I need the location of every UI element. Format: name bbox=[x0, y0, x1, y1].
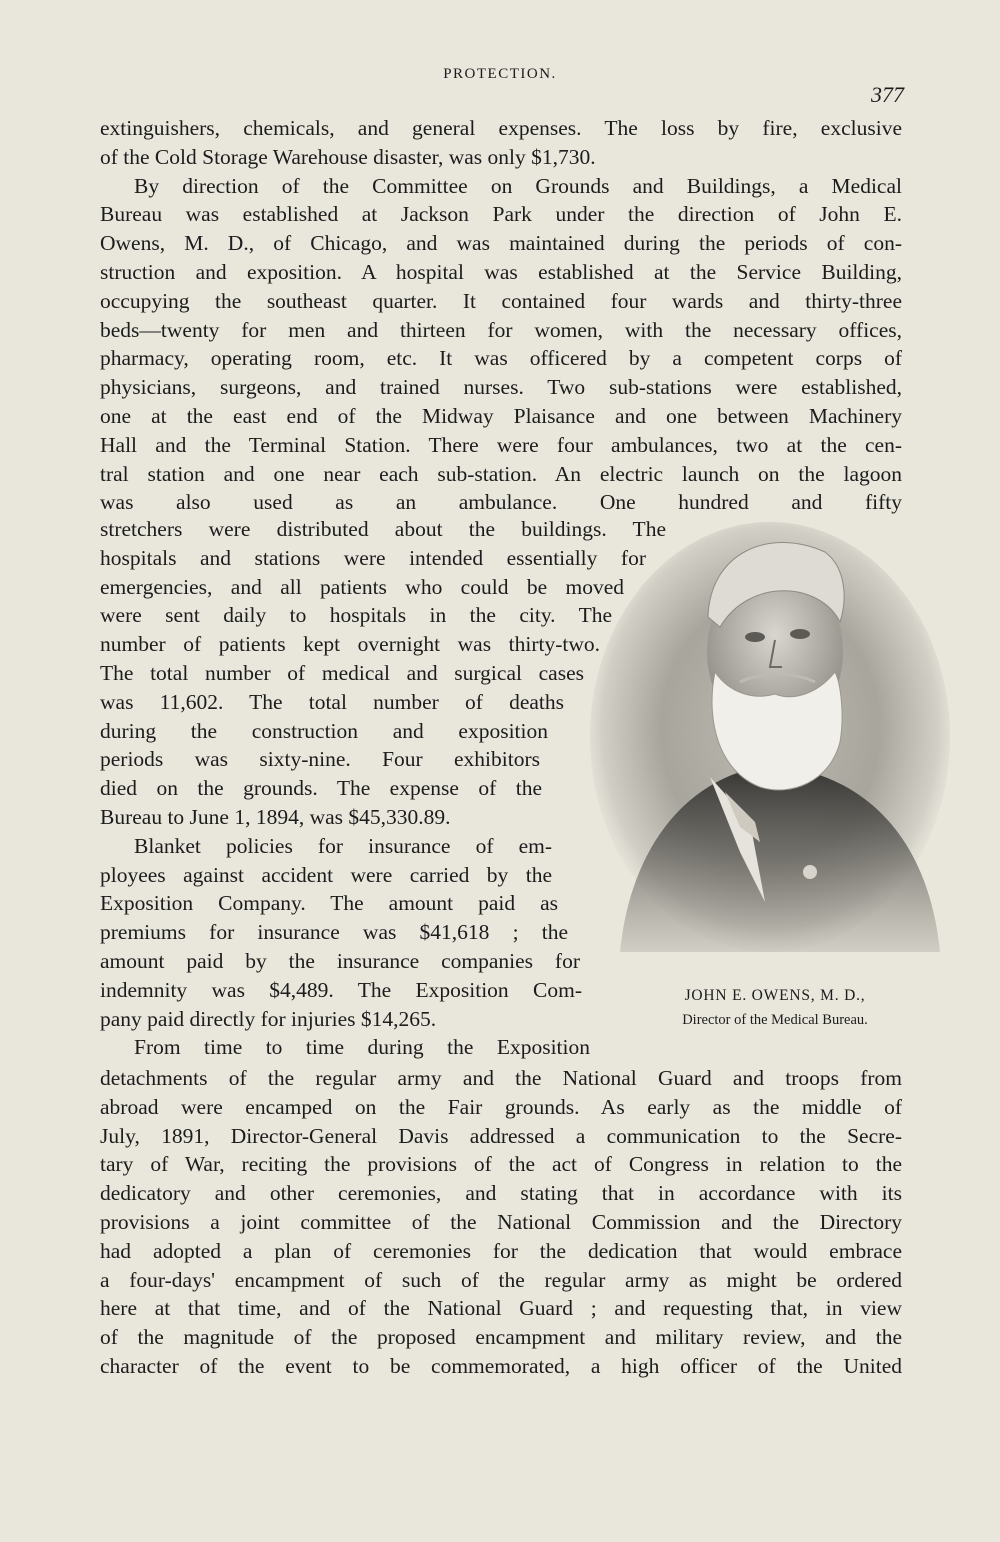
text-line: one at the east end of the Midway Plaisance and one between Machinery bbox=[100, 403, 902, 428]
text-line: From time to time during the Exposition bbox=[134, 1035, 590, 1060]
text-line: occupying the southeast quarter. It contained four wards and thirty-three bbox=[100, 288, 902, 313]
text-line: Exposition Company. The amount paid as bbox=[100, 891, 558, 916]
text-line: Blanket policies for insurance of em- bbox=[134, 833, 552, 858]
text-line: Hall and the Terminal Station. There were four ambulances, two at the cen- bbox=[100, 432, 902, 457]
text-line: stretchers were distributed about the buildings. The bbox=[100, 517, 666, 541]
page-number: 377 bbox=[871, 82, 904, 107]
text-line: Bureau was established at Jackson Park under the direction of John E. bbox=[100, 202, 902, 227]
text-line: was 11,602. The total number of deaths bbox=[100, 689, 564, 714]
text-line: physicians, surgeons, and trained nurses. Two sub-stations were established, bbox=[100, 375, 902, 400]
text-line: The total number of medical and surgical cases bbox=[100, 660, 584, 685]
text-line: had adopted a plan of ceremonies for the dedication that would embrace bbox=[100, 1238, 902, 1263]
text-line: a four-days' encampment of such of the regular army as might be ordered bbox=[100, 1267, 902, 1292]
text-line: extinguishers, chemicals, and general expenses. The loss by fire, exclusive bbox=[100, 116, 902, 140]
text-line: number of patients kept overnight was thirty-two. bbox=[100, 632, 600, 657]
text-line: Owens, M. D., of Chicago, and was maintained during the periods of con- bbox=[100, 231, 902, 256]
text-line: ployees against accident were carried by the bbox=[100, 862, 552, 887]
text-line: hospitals and stations were intended essentially for bbox=[100, 545, 646, 570]
text-line: amount paid by the insurance companies for bbox=[100, 948, 580, 973]
text-line: periods was sixty-nine. Four exhibitors bbox=[100, 747, 540, 772]
body-text-top bbox=[100, 114, 902, 517]
text-line: detachments of the regular army and the National Guard and troops from bbox=[100, 1066, 902, 1090]
text-line: Bureau to June 1, 1894, was $45,330.89. bbox=[100, 804, 451, 829]
text-line: dedicatory and other ceremonies, and stating that in accordance with its bbox=[100, 1181, 902, 1206]
text-line: was also used as an ambulance. One hundred and fifty bbox=[100, 490, 902, 515]
text-line: were sent daily to hospitals in the city. The bbox=[100, 603, 612, 628]
caption-title: Director of the Medical Bureau. bbox=[682, 1012, 868, 1028]
portrait-caption bbox=[620, 984, 930, 1032]
text-line: during the construction and exposition bbox=[100, 718, 548, 743]
text-line: tral station and one near each sub-station. An electric launch on the lagoon bbox=[100, 461, 902, 486]
text-line: died on the grounds. The expense of the bbox=[100, 776, 542, 801]
body-text-bottom bbox=[100, 1064, 902, 1381]
text-line: character of the event to be commemorated, a high officer of the United bbox=[100, 1353, 902, 1378]
text-line: emergencies, and all patients who could be moved bbox=[100, 574, 624, 599]
text-line: premiums for insurance was $41,618 ; the bbox=[100, 920, 568, 945]
text-line: provisions a joint committee of the National Commission and the Directory bbox=[100, 1209, 902, 1234]
text-line: tary of War, reciting the provisions of the act of Congress in relation to the bbox=[100, 1152, 902, 1177]
text-line: indemnity was $4,489. The Exposition Com- bbox=[100, 977, 582, 1002]
running-head: PROTECTION. bbox=[443, 66, 557, 82]
text-line: of the magnitude of the proposed encampment and military review, and the bbox=[100, 1325, 902, 1350]
caption-name: JOHN E. OWENS, M. D., bbox=[684, 987, 866, 1004]
text-line: beds—twenty for men and thirteen for women, with the necessary offices, bbox=[100, 317, 902, 342]
text-line: here at that time, and of the National Guard ; and requesting that, in view bbox=[100, 1296, 902, 1321]
text-line: pany paid directly for injuries $14,265. bbox=[100, 1006, 437, 1031]
text-line: of the Cold Storage Warehouse disaster, was only $1,730. bbox=[100, 144, 596, 169]
text-line: pharmacy, operating room, etc. It was officered by a competent corps of bbox=[100, 346, 902, 371]
text-line: July, 1891, Director-General Davis addressed a communication to the Secre- bbox=[100, 1123, 902, 1148]
text-line: struction and exposition. A hospital was established at the Service Building, bbox=[100, 259, 902, 284]
text-line: By direction of the Committee on Grounds and Buildings, a Medical bbox=[134, 173, 902, 198]
portrait-engraving bbox=[590, 522, 950, 962]
text-line: abroad were encamped on the Fair grounds. As early as the middle of bbox=[100, 1094, 902, 1119]
